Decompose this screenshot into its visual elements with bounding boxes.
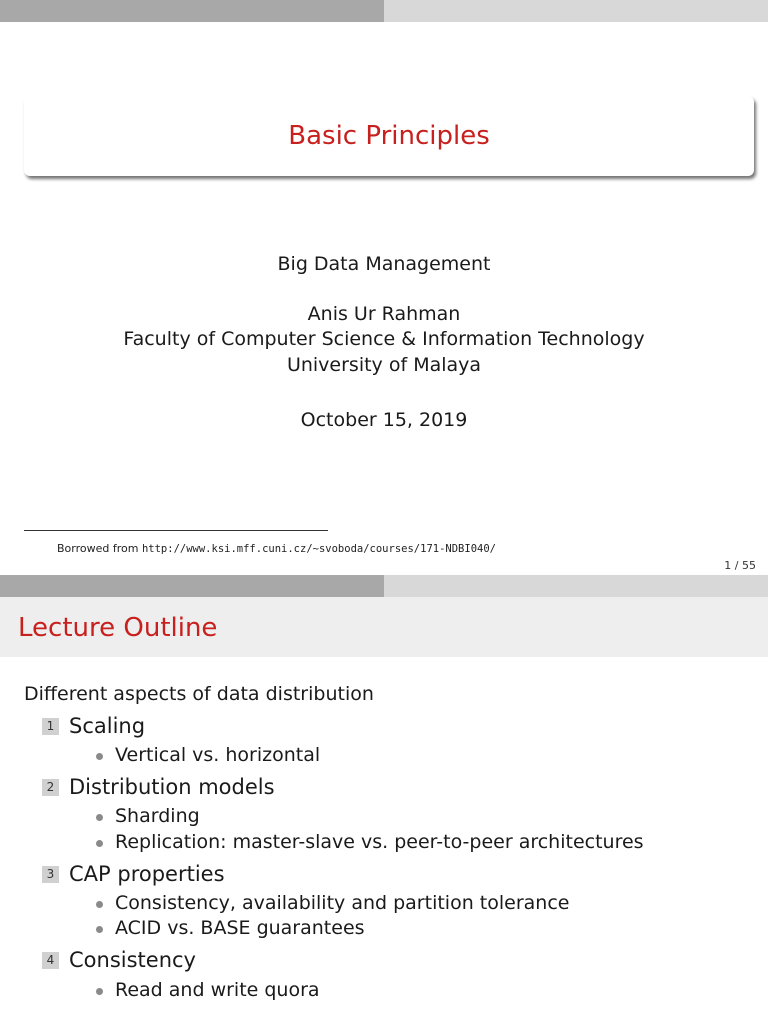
bullet-icon (96, 988, 103, 995)
author-name: Anis Ur Rahman (307, 303, 461, 325)
outline-subitem (96, 979, 320, 1001)
outline-item-2 (42, 775, 275, 799)
subitem-text: Vertical vs. horizontal (115, 744, 321, 766)
outline-subitem (96, 805, 200, 827)
outline-subitem (96, 917, 365, 939)
footnote (57, 542, 496, 555)
outline-item-3 (42, 862, 225, 886)
item-label: CAP properties (69, 862, 225, 886)
item-number-box: 2 (42, 779, 59, 796)
outline-subitem (96, 831, 644, 853)
slide-progress-bar (0, 575, 768, 597)
institute-faculty: Faculty of Computer Science & Information Technology (123, 328, 645, 350)
footnote-prefix: Borrowed from (57, 542, 142, 555)
item-number-box: 3 (42, 866, 59, 883)
item-label: Distribution models (69, 775, 275, 799)
frame-title: Lecture Outline (18, 613, 218, 643)
frame-title-bar (0, 597, 768, 657)
slide-progress-fill (0, 575, 384, 597)
item-label: Scaling (69, 714, 146, 738)
outline-intro: Different aspects of data distribution (24, 683, 374, 705)
page-number: 1 / 55 (724, 559, 756, 572)
item-label: Consistency (69, 948, 196, 972)
bullet-icon (96, 840, 103, 847)
slide-progress-fill (0, 0, 384, 22)
bullet-icon (96, 753, 103, 760)
subitem-text: Replication: master-slave vs. peer-to-peer architectures (115, 831, 644, 853)
outline-subitem (96, 744, 320, 766)
outline-subitem (96, 892, 569, 914)
slide-progress-bar (0, 0, 768, 22)
subitem-text: Sharding (115, 805, 200, 827)
institute-university: University of Malaya (286, 354, 482, 376)
slide-title: Basic Principles (288, 121, 490, 151)
subitem-text: ACID vs. BASE guarantees (115, 917, 365, 939)
title-box (24, 96, 754, 176)
outline-slide (0, 575, 768, 1024)
item-number-box: 4 (42, 952, 59, 969)
outline-item-4 (42, 948, 196, 972)
bullet-icon (96, 901, 103, 908)
presentation-date: October 15, 2019 (300, 409, 468, 431)
slide-subtitle: Big Data Management (277, 253, 491, 275)
bullet-icon (96, 814, 103, 821)
outline-item-1 (42, 714, 145, 738)
subitem-text: Read and write quora (115, 979, 320, 1001)
footnote-rule (24, 530, 328, 531)
bullet-icon (96, 926, 103, 933)
subitem-text: Consistency, availability and partition tolerance (115, 892, 570, 914)
item-number-box: 1 (42, 718, 59, 735)
footnote-url[interactable]: http://www.ksi.mff.cuni.cz/~svoboda/courses/171-NDBI040/ (141, 543, 496, 555)
